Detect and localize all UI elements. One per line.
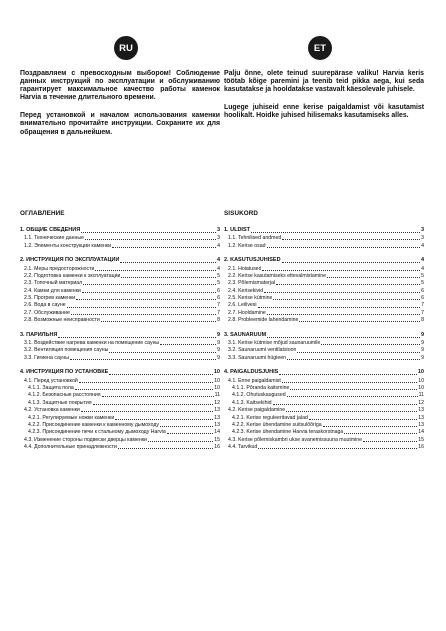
toc-leader xyxy=(95,265,216,271)
toc-entry-title: 2.6. Leilivesi xyxy=(228,302,257,309)
toc-title: SISUKORD xyxy=(224,210,259,217)
toc-leader xyxy=(323,421,418,427)
toc-leader xyxy=(264,287,420,293)
toc-entry-title: 1.2. Kerise osad xyxy=(228,242,266,249)
toc-entry[interactable] xyxy=(20,399,220,406)
toc-chapter-title: 4. ИНСТРУКЦИЯ ПО УСТАНОВКЕ xyxy=(20,369,109,376)
toc-page-number: 10 xyxy=(213,369,220,376)
toc-entry-title: 2.7. Hooldamine xyxy=(228,309,266,316)
toc-entry[interactable] xyxy=(224,234,424,241)
toc-title: ОГЛАВЛЕНИЕ xyxy=(20,210,65,217)
toc-chapter-title: 3. SAUNARUUM xyxy=(224,331,267,338)
toc-leader xyxy=(70,354,216,360)
toc-leader xyxy=(309,414,417,420)
toc-leader xyxy=(101,316,216,322)
toc-entry-title: 4.3. Изменение стороны подвески дверцы каменки xyxy=(24,436,147,443)
toc-leader xyxy=(267,332,420,338)
toc-chapter-title: 1. ОБЩИЕ СВЕДЕНИЯ xyxy=(20,227,81,233)
intro-paragraph: Перед установкой и началом использования каменки внимательно прочитайте инструкции. Сохраните их для обращения в дальнейшем. xyxy=(20,112,220,136)
toc-entry-title: 4.1.2. Безопасные расстояния xyxy=(28,392,101,399)
toc-chapter-line[interactable] xyxy=(224,369,424,376)
toc-chapter-line[interactable] xyxy=(20,369,220,376)
toc-entry[interactable] xyxy=(224,287,424,294)
toc-entry-title: 2.1. Hoiatused xyxy=(228,265,262,272)
toc-leader xyxy=(58,332,216,338)
toc-entry-title: 4.1. Перед установкой xyxy=(24,377,78,384)
toc-page-number: 12 xyxy=(418,399,424,406)
toc-entry[interactable] xyxy=(224,377,424,384)
toc-section xyxy=(224,227,424,249)
table-of-contents-ru xyxy=(20,210,220,459)
toc-chapter-line[interactable] xyxy=(224,257,424,264)
toc-entry-title: 4.4. Tarvikud xyxy=(228,444,258,451)
toc-leader xyxy=(273,294,420,300)
toc-leader xyxy=(290,384,417,390)
toc-page-number: 7 xyxy=(217,309,220,316)
toc-page-number: 10 xyxy=(418,377,424,384)
toc-entry[interactable] xyxy=(20,339,220,346)
toc-page-number: 9 xyxy=(421,340,424,347)
toc-entry-title: 4.1.2. Ohutuskaugused xyxy=(232,392,286,399)
toc-chapter-title: 4. PAIGALDUSJUHIS xyxy=(224,369,279,376)
toc-entry-title: 2.4. Камни для каменки xyxy=(24,287,81,294)
toc-leader xyxy=(109,369,213,375)
toc-page-number: 13 xyxy=(418,421,424,428)
toc-leader xyxy=(167,428,214,434)
intro-text-et xyxy=(224,70,424,130)
toc-entry[interactable] xyxy=(20,272,220,279)
toc-leader xyxy=(112,242,216,248)
table-of-contents-et xyxy=(224,210,424,459)
toc-entry-title: 2.1. Меры предосторожности xyxy=(24,265,95,272)
intro-paragraph: Palju õnne, olete teinud suurepärase valiku! Harvia keris töötab kõige paremini ja teenib teid pikka aega, kui seda kasutatakse ja hooldatakse vastavalt käesolevale juhisele. xyxy=(224,70,424,94)
toc-page-number: 5 xyxy=(217,280,220,287)
toc-entry[interactable] xyxy=(224,265,424,272)
toc-chapter-line[interactable] xyxy=(20,227,220,234)
toc-leader xyxy=(75,384,213,390)
toc-section xyxy=(20,257,220,324)
toc-entry[interactable] xyxy=(20,436,220,443)
toc-chapter-title: 2. KASUTUSJUHISED xyxy=(224,257,281,264)
toc-page-number: 4 xyxy=(217,242,220,249)
toc-entry[interactable] xyxy=(20,406,220,413)
intro-text-ru xyxy=(20,70,220,147)
toc-leader xyxy=(85,234,216,240)
toc-section xyxy=(20,332,220,362)
toc-page-number: 3 xyxy=(421,235,424,242)
toc-page-number: 15 xyxy=(418,436,424,443)
toc-page-number: 9 xyxy=(420,331,424,338)
toc-entry-title: 2.2. Kerise kasutamiseks ettevalmistamine xyxy=(228,272,327,279)
toc-page-number: 9 xyxy=(217,340,220,347)
toc-leader xyxy=(287,391,418,397)
intro-paragraph: Поздравляем с превосходным выбором! Соблюдение данных инструкций по эксплуатации и обслуживанию гарантирует максимальное качество работы каменок Harvia в течение длительного времени. xyxy=(20,70,220,102)
toc-entry[interactable] xyxy=(20,421,220,428)
toc-entry[interactable] xyxy=(20,384,220,391)
toc-entry-title: 2.7. Обслуживание xyxy=(24,309,70,316)
toc-page-number: 6 xyxy=(217,295,220,302)
toc-entry-title: 4.3. Kerise põlemiskambri ukse avanemissuuna muutmine xyxy=(228,436,363,443)
toc-leader xyxy=(81,227,216,233)
toc-page-number: 14 xyxy=(418,429,424,436)
toc-page-number: 4 xyxy=(421,242,424,249)
toc-entry[interactable] xyxy=(20,309,220,316)
toc-page-number: 3 xyxy=(216,227,220,233)
toc-page-number: 10 xyxy=(417,369,424,376)
toc-entry[interactable] xyxy=(224,347,424,354)
toc-entry[interactable] xyxy=(224,406,424,413)
toc-entry[interactable] xyxy=(224,302,424,309)
toc-leader xyxy=(82,287,216,293)
toc-entry-title: 4.1.1. Защита пола xyxy=(28,385,74,392)
toc-entry-title: 4.2.2. Kerise ühendamine suitsulõõriga xyxy=(232,421,322,428)
toc-leader xyxy=(109,347,216,353)
toc-leader xyxy=(120,257,216,263)
toc-page-number: 7 xyxy=(421,302,424,309)
toc-entry[interactable] xyxy=(20,279,220,286)
toc-leader xyxy=(76,294,216,300)
toc-section xyxy=(20,369,220,450)
toc-entry[interactable] xyxy=(224,272,424,279)
toc-entry-title: 2.3. Топочный материал xyxy=(24,280,83,287)
toc-entry[interactable] xyxy=(20,443,220,450)
toc-leader xyxy=(267,309,420,315)
toc-entry-title: 2.4. Kerisekivid xyxy=(228,287,264,294)
toc-page-number: 11 xyxy=(418,392,424,399)
toc-chapter-line[interactable] xyxy=(224,332,424,339)
toc-entry[interactable] xyxy=(20,302,220,309)
toc-entry-title: 4.1.3. Защитные покрытия xyxy=(28,399,92,406)
toc-leader xyxy=(160,421,213,427)
intro-paragraph: Lugege juhiseid enne kerise paigaldamist või kasutamist hoolikalt. Hoidke juhised hilisemaks kasutamiseks alles. xyxy=(224,104,424,120)
toc-page-number: 4 xyxy=(420,257,424,264)
toc-leader xyxy=(83,279,216,285)
toc-leader xyxy=(273,399,418,405)
toc-entry-title: 4.1. Enne paigaldamist xyxy=(228,377,281,384)
toc-entry[interactable] xyxy=(224,354,424,361)
toc-leader xyxy=(287,354,420,360)
toc-section xyxy=(224,257,424,324)
toc-leader xyxy=(67,302,216,308)
toc-leader xyxy=(282,377,417,383)
toc-entry-title: 1.1. Технические данные xyxy=(24,235,85,242)
toc-entry[interactable] xyxy=(20,316,220,323)
toc-page-number: 11 xyxy=(214,392,220,399)
toc-page-number: 5 xyxy=(421,280,424,287)
toc-page-number: 9 xyxy=(217,354,220,361)
toc-page-number: 6 xyxy=(421,287,424,294)
toc-leader xyxy=(102,391,214,397)
toc-page-number: 16 xyxy=(418,444,424,451)
toc-entry[interactable] xyxy=(224,391,424,398)
toc-leader xyxy=(297,347,420,353)
toc-page-number: 7 xyxy=(217,302,220,309)
toc-leader xyxy=(327,272,420,278)
toc-entry[interactable] xyxy=(224,436,424,443)
toc-entry[interactable] xyxy=(20,391,220,398)
toc-entry[interactable] xyxy=(224,316,424,323)
toc-entry[interactable] xyxy=(224,443,424,450)
toc-leader xyxy=(299,316,420,322)
toc-chapter-title: 1. ÜLDIST xyxy=(224,227,250,233)
toc-entry-title: 4.2.1. Kerise reguleeritavad jalad xyxy=(232,414,308,421)
toc-entry-title: 3.1. Воздействие нагрева каменки на помещение сауны xyxy=(24,340,160,347)
toc-entry[interactable] xyxy=(224,242,424,249)
language-badge-et: ET xyxy=(308,36,332,60)
toc-entry-title: 4.4. Дополнительные принадлежности xyxy=(24,444,117,451)
toc-entry-title: 4.1.3. Kaitsekihid xyxy=(232,399,272,406)
toc-section xyxy=(224,332,424,362)
toc-entry[interactable] xyxy=(224,421,424,428)
toc-entry-title: 4.2.1. Регулируемые ножки каменки xyxy=(28,414,115,421)
toc-leader xyxy=(115,414,213,420)
toc-entry[interactable] xyxy=(20,414,220,421)
toc-entry[interactable] xyxy=(224,414,424,421)
toc-page-number: 12 xyxy=(214,399,220,406)
toc-entry-title: 2.2. Подготовка каменки к эксплуатации xyxy=(24,272,121,279)
toc-leader xyxy=(282,257,420,263)
toc-entry[interactable] xyxy=(224,384,424,391)
toc-chapter-line[interactable] xyxy=(20,257,220,264)
toc-page-number: 4 xyxy=(216,257,220,264)
toc-page-number: 3 xyxy=(217,235,220,242)
toc-leader xyxy=(160,339,216,345)
toc-entry[interactable] xyxy=(20,347,220,354)
toc-entry-title: 1.2. Элементы конструкции каменки xyxy=(24,242,112,249)
toc-entry[interactable] xyxy=(20,428,220,435)
toc-page-number: 16 xyxy=(214,444,220,451)
toc-leader xyxy=(267,242,421,248)
toc-chapter-title: 2. ИНСТРУКЦИЯ ПО ЭКСПЛУАТАЦИИ xyxy=(20,257,120,264)
toc-page-number: 10 xyxy=(214,377,220,384)
toc-entry-title: 4.2.2. Присоединение каменки к каменному дымоходу xyxy=(28,421,159,428)
toc-leader xyxy=(251,227,420,233)
toc-entry[interactable] xyxy=(20,377,220,384)
toc-entry-title: 3.3. Saunaruumi hügieen xyxy=(228,354,286,361)
toc-entry[interactable] xyxy=(224,279,424,286)
toc-page-number: 13 xyxy=(214,407,220,414)
toc-page-number: 9 xyxy=(217,347,220,354)
toc-page-number: 13 xyxy=(214,421,220,428)
toc-entry-title: 2.5. Kerise kütmine xyxy=(228,295,273,302)
toc-page-number: 8 xyxy=(217,317,220,324)
toc-entry[interactable] xyxy=(224,339,424,346)
toc-entry-title: 4.2. Установка каменки xyxy=(24,407,80,414)
toc-entry-title: 2.6. Вода в сауне xyxy=(24,302,66,309)
toc-page-number: 10 xyxy=(418,385,424,392)
toc-page-number: 4 xyxy=(421,265,424,272)
toc-entry[interactable] xyxy=(224,399,424,406)
toc-page-number: 6 xyxy=(217,287,220,294)
toc-page-number: 5 xyxy=(217,272,220,279)
toc-entry-title: 1.1. Tehnilised andmed xyxy=(228,235,282,242)
toc-entry[interactable] xyxy=(20,265,220,272)
toc-entry-title: 3.2. Вентиляция помещения сауны xyxy=(24,347,109,354)
toc-page-number: 9 xyxy=(421,354,424,361)
toc-chapter-line[interactable] xyxy=(224,227,424,234)
toc-chapter-title: 3. ПАРИЛЬНЯ xyxy=(20,331,58,338)
toc-leader xyxy=(282,234,420,240)
toc-entry-title: 4.2.3. Присоединение печи к стальному дымоходу Harvia xyxy=(28,429,166,436)
toc-page-number: 10 xyxy=(214,385,220,392)
toc-page-number: 7 xyxy=(421,309,424,316)
language-badge-ru: RU xyxy=(114,36,138,60)
toc-leader xyxy=(258,443,417,449)
toc-entry-title: 4.2. Kerise paigaldamine xyxy=(228,407,286,414)
toc-entry-title: 3.1. Kerise kütmise mõjud saunaruumile xyxy=(228,340,321,347)
toc-leader xyxy=(93,399,214,405)
toc-leader xyxy=(79,377,213,383)
toc-entry[interactable] xyxy=(20,234,220,241)
toc-chapter-line[interactable] xyxy=(20,332,220,339)
toc-section xyxy=(224,369,424,450)
toc-page-number: 3 xyxy=(420,227,424,233)
toc-entry-title: 4.2.3. Kerise ühendamine Harvia teraskorstnaga xyxy=(232,429,344,436)
toc-leader xyxy=(321,339,420,345)
toc-page-number: 13 xyxy=(214,414,220,421)
toc-leader xyxy=(363,436,417,442)
toc-page-number: 9 xyxy=(216,331,220,338)
toc-entry-title: 2.8. Возможные неисправности xyxy=(24,317,100,324)
toc-leader xyxy=(121,272,216,278)
toc-entry[interactable] xyxy=(224,428,424,435)
toc-page-number: 13 xyxy=(418,414,424,421)
toc-entry-title: 3.2. Saunaruumi ventilatsioon xyxy=(228,347,297,354)
toc-entry-title: 2.3. Põlemismaterjal xyxy=(228,280,275,287)
toc-entry-title: 2.8. Probleemide lahendamine xyxy=(228,317,299,324)
toc-page-number: 15 xyxy=(214,436,220,443)
toc-entry[interactable] xyxy=(224,309,424,316)
toc-leader xyxy=(258,302,421,308)
toc-page-number: 14 xyxy=(214,429,220,436)
toc-leader xyxy=(81,406,213,412)
toc-page-number: 13 xyxy=(418,407,424,414)
toc-entry[interactable] xyxy=(20,354,220,361)
toc-page-number: 4 xyxy=(217,265,220,272)
toc-entry-title: 4.1.1. Põranda kaitsmine xyxy=(232,385,290,392)
toc-section xyxy=(20,227,220,249)
toc-leader xyxy=(71,309,216,315)
toc-entry[interactable] xyxy=(20,287,220,294)
toc-leader xyxy=(118,443,213,449)
toc-entry-title: 2.5. Прогрев каменки xyxy=(24,295,76,302)
toc-leader xyxy=(276,279,420,285)
toc-leader xyxy=(262,265,420,271)
toc-entry[interactable] xyxy=(224,294,424,301)
toc-entry-title: 3.3. Гигиена сауны xyxy=(24,354,69,361)
toc-page-number: 8 xyxy=(421,317,424,324)
toc-leader xyxy=(148,436,213,442)
toc-page-number: 9 xyxy=(421,347,424,354)
toc-leader xyxy=(344,428,417,434)
toc-page-number: 5 xyxy=(421,272,424,279)
toc-entry[interactable] xyxy=(20,294,220,301)
toc-leader xyxy=(279,369,417,375)
toc-entry[interactable] xyxy=(20,242,220,249)
toc-leader xyxy=(286,406,417,412)
toc-page-number: 6 xyxy=(421,295,424,302)
